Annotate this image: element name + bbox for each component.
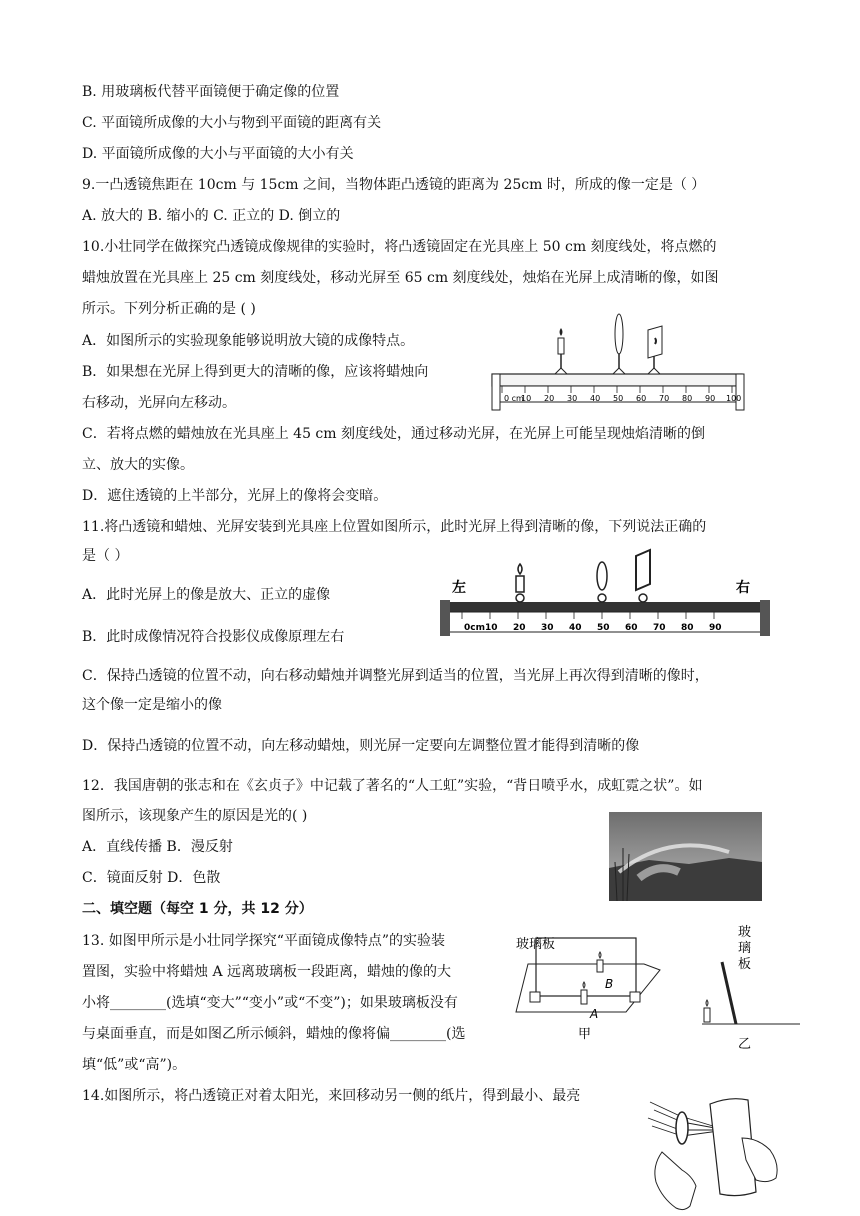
scale-label: 90 xyxy=(705,394,716,403)
question-10-line1: 10.小壮同学在做探究凸透镜成像规律的实验时，将凸透镜固定在光具座上 50 cm 刻度线处，将点燃的 xyxy=(82,239,717,255)
scale-label: 20 xyxy=(513,623,526,633)
option-d-q8: D. 平面镜所成像的大小与平面镜的大小有关 xyxy=(82,146,354,162)
scale-label: 30 xyxy=(541,623,554,633)
hand-left xyxy=(655,1152,696,1210)
question-13-line2: 置图，实验中将蜡烛 A 远离玻璃板一段距离，蜡烛的像的大 xyxy=(82,964,452,980)
scale-label: 80 xyxy=(681,623,694,633)
scale-label: 30 xyxy=(567,394,578,403)
scale-label: 20 xyxy=(544,394,555,403)
question-10-option-c: C．若将点燃的蜡烛放在光具座上 45 cm 刻度线处，通过移动光屏，在光屏上可能呈现烛焰清晰的倒 xyxy=(82,426,705,442)
scale-label: 50 xyxy=(613,394,624,403)
question-11-option-b: B．此时成像情况符合投影仪成像原理左右 xyxy=(82,629,345,645)
scale-label: 10 xyxy=(485,623,498,633)
question-12-line1: 12．我国唐朝的张志和在《玄贞子》中记载了著名的“人工虹”实验，“背日喷乎水，成虹霓之状”。如 xyxy=(82,778,703,794)
figure-q13-plane-mirror xyxy=(510,924,810,1050)
question-11-line1: 11.将凸透镜和蜡烛、光屏安装到光具座上位置如图所示，此时光屏上得到清晰的像，下列说法正确的 xyxy=(82,519,707,535)
figure-q14-lens-sunlight xyxy=(640,1082,790,1216)
question-9-options: A. 放大的 B. 缩小的 C. 正立的 D. 倒立的 xyxy=(82,208,341,224)
convex-lens xyxy=(613,314,625,374)
candle-a xyxy=(581,982,598,1021)
scale-label: 40 xyxy=(569,623,582,633)
glass-label: 玻璃板 xyxy=(516,937,556,952)
left-label: 左 xyxy=(452,580,466,596)
candle-b xyxy=(597,952,613,991)
scale-label: 70 xyxy=(653,623,666,633)
question-9: 9.一凸透镜焦距在 10cm 与 15cm 之间，当物体距凸透镜的距离为 25cm 时，所成的像一定是（ ） xyxy=(82,177,706,193)
scale-label: 40 xyxy=(590,394,601,403)
candle xyxy=(555,328,567,374)
scale-label: 70 xyxy=(659,394,670,403)
light-screen xyxy=(648,326,662,374)
question-10-option-c-cont: 立、放大的实像。 xyxy=(82,457,194,473)
scale-label: 80 xyxy=(682,394,693,403)
figure-q12-rainbow-photo xyxy=(609,812,762,901)
caption-yi: 乙 xyxy=(738,1037,752,1050)
question-11-line2: 是（ ） xyxy=(82,548,129,564)
question-12-options-cd: C．镜面反射 D．色散 xyxy=(82,870,221,886)
right-label: 右 xyxy=(736,580,750,596)
candle xyxy=(704,1000,710,1022)
question-10-option-a: A．如图所示的实验现象能够说明放大镜的成像特点。 xyxy=(82,333,415,349)
convex-lens xyxy=(597,562,607,602)
question-10-line3: 所示。下列分析正确的是 ( ) xyxy=(82,301,256,317)
scale-label: 0cm xyxy=(464,623,485,633)
glass-label-vertical: 板 xyxy=(738,957,752,972)
scale-label: 0 cm xyxy=(504,394,524,403)
light-screen xyxy=(636,550,650,602)
question-10-option-b: B．如果想在光屏上得到更大的清晰的像，应该将蜡烛向 xyxy=(82,364,429,380)
scale-label: 50 xyxy=(597,623,610,633)
scale-label: 90 xyxy=(709,623,722,633)
scale-label: 10 xyxy=(521,394,532,403)
question-11-option-c-cont: 这个像一定是缩小的像 xyxy=(82,697,222,713)
question-12-line2: 图所示，该现象产生的原因是光的( ) xyxy=(82,808,308,824)
glass-label-vertical: 玻 xyxy=(738,925,752,940)
question-10-option-d: D．遮住透镜的上半部分，光屏上的像将会变暗。 xyxy=(82,488,388,504)
section-heading-fill-blank: 二、填空题（每空 1 分，共 12 分） xyxy=(82,901,313,917)
glass-label-vertical: 璃 xyxy=(738,941,752,956)
scale-label: 60 xyxy=(636,394,647,403)
scale-label: 100 xyxy=(726,394,742,403)
candle-b-label: B xyxy=(605,977,614,991)
option-b-q8: B. 用玻璃板代替平面镜便于确定像的位置 xyxy=(82,84,340,100)
question-10-option-b-cont: 右移动，光屏向左移动。 xyxy=(82,395,236,411)
question-11-option-d: D．保持凸透镜的位置不动，向左移动蜡烛，则光屏一定要向左调整位置才能得到清晰的像 xyxy=(82,738,640,754)
caption-jia: 甲 xyxy=(578,1027,592,1042)
question-12-options-ab: A．直线传播 B．漫反射 xyxy=(82,839,233,855)
question-11-option-a: A．此时光屏上的像是放大、正立的虚像 xyxy=(82,587,331,603)
question-13-line4: 与桌面垂直，而是如图乙所示倾斜，蜡烛的像将偏________(选 xyxy=(82,1026,466,1042)
candle-a-label: A xyxy=(590,1007,599,1021)
question-14-line1: 14.如图所示，将凸透镜正对着太阳光，来回移动另一侧的纸片，得到最小、最亮 xyxy=(82,1088,581,1104)
question-10-line2: 蜡烛放置在光具座上 25 cm 刻度线处，移动光屏至 65 cm 刻度线处，烛焰在光屏上成清晰的像，如图 xyxy=(82,270,719,286)
question-11-option-c: C．保持凸透镜的位置不动，向右移动蜡烛并调整光屏到适当的位置，当光屏上再次得到清晰的像时， xyxy=(82,668,709,684)
question-13-line1: 13. 如图甲所示是小壮同学探究“平面镜成像特点”的实验装 xyxy=(82,933,446,949)
lens xyxy=(676,1112,688,1144)
figure-q10-optical-bench xyxy=(488,312,748,416)
question-13-line3: 小将________(选填“变大”“变小”或“不变”)；如果玻璃板没有 xyxy=(82,995,458,1011)
scale-label: 60 xyxy=(625,623,638,633)
question-13-line5: 填“低”或“高”)。 xyxy=(82,1057,187,1073)
figure-q11-optical-bench xyxy=(438,540,774,642)
candle xyxy=(516,564,524,602)
option-c-q8: C. 平面镜所成像的大小与物到平面镜的距离有关 xyxy=(82,115,382,131)
